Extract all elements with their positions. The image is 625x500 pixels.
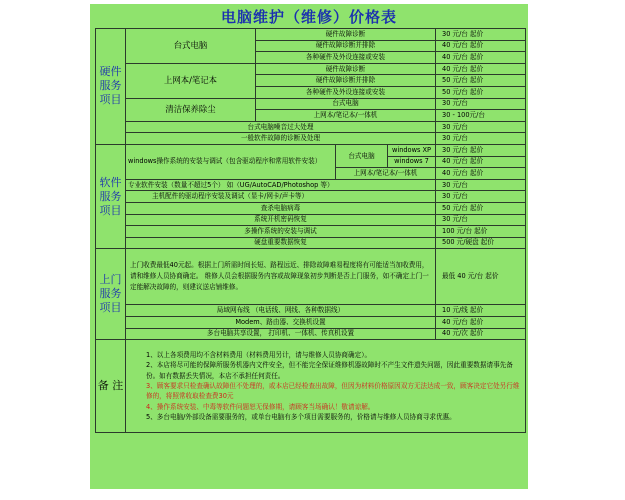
table-row [96,63,526,75]
page-title: 电脑维护（维修）价格表 [220,8,397,26]
note-item: 5、多台电脑/外部设备需要服务的，或单台电脑有多个项目需要服务的，价格请与维修人员协商寻求优惠。 [146,413,456,422]
item-price: 最低 40 元/台 起价 [436,249,526,305]
note-item: 3、顾客要求只检查确认故障但不处理的，或本店已经检查出故障，但因为材料价格原因双方无法达成一致，顾客决定它处另行维修的，将照常收取检查费30元 [146,382,520,401]
item-price: 50 元/台 起价 [436,86,526,98]
item-price: 30 - 100元/台 [436,110,526,122]
os-name: windows XP [388,144,436,156]
item-name: 专业软件安装（数量不超过5个） 如（UG/AutoCAD/Photoshop 等） [126,179,436,191]
table-row [96,144,526,156]
item-price: 30 元/台 [436,133,526,145]
section-software: 软件服务项目 [96,144,126,248]
item-name: 台式电脑 [256,98,436,110]
onsite-description: 上门收费最低40元起。根据上门所需时间长短、路程远近、排除故障难易程度将有可能适当加收费用，请和维修人员协商确定。 维修人员会根据服务内容或故障现象初步判断是否上门服务，如不确定上门一定能解决故障的，则建议送店铺维修。 [126,249,436,305]
item-name: 硬件故障诊断 [256,63,436,75]
cleaning-label: 清洁保养除尘 [126,98,256,121]
item-price: 30 元/台 [436,214,526,226]
table-row [96,237,526,249]
os-install-label: windows操作系统的安装与调试（包含驱动程序和常用软件安装） [126,144,336,179]
table-row [96,249,526,305]
item-price: 40 元/台 起价 [436,316,526,328]
os-desktop-label: 台式电脑 [336,144,388,167]
section-onsite: 上门服务项目 [96,249,126,340]
item-price: 40 元/台 起价 [436,156,526,168]
item-name: 台式电脑噪音过大处理 [126,121,436,133]
item-price: 30 元/台 [436,179,526,191]
item-name: 查杀电脑病毒 [126,202,436,214]
price-table [95,28,526,433]
item-price: 500 元/硬盘 起价 [436,237,526,249]
table-row [96,328,526,340]
item-name: 硬件故障诊断并排除 [256,40,436,52]
item-price: 40 元/台 起价 [436,63,526,75]
table-row [96,226,526,238]
item-price: 40 元/台 起价 [436,168,526,180]
notes-block [126,340,526,433]
item-price: 50 元/台 起价 [436,75,526,87]
section-hardware: 硬件服务项目 [96,29,126,145]
item-price: 10 元/线 起价 [436,305,526,317]
item-name: 主机配件的驱动程序安装及调试（显卡/网卡/声卡等） [126,191,436,203]
item-price: 40 元/台 起价 [436,40,526,52]
note-item: 4、操作系统安装、中毒等软件问题恕无保修期，请顾客当场确认！敬请谅解。 [146,402,375,411]
item-price: 50 元/台 起价 [436,202,526,214]
os-name: windows 7 [388,156,436,168]
item-price: 100 元/台 起价 [436,226,526,238]
table-row [96,202,526,214]
table-row [96,133,526,145]
note-item: 1、以上各项费用均不含材料费用（材料费用另计，请与维修人员协商确定）。 [146,350,372,359]
item-name: 局域网布线 （电话线、网线、各种数据线） [126,305,436,317]
item-name: 多台电脑共享设置， 打印机、一体机、传真机设置 [126,328,436,340]
desktop-label: 台式电脑 [126,29,256,64]
table-row [96,316,526,328]
item-name: 各种硬件及外设连接或安装 [256,86,436,98]
table-row [96,29,526,41]
item-name: 一般软件故障的诊断及处理 [126,133,436,145]
table-row [96,179,526,191]
item-price: 30 元/台 [436,98,526,110]
table-row [96,214,526,226]
item-price: 40 元/次 起价 [436,328,526,340]
item-name: 各种硬件及外设连接或安装 [256,52,436,64]
item-price: 30 元/台 起价 [436,29,526,41]
item-name: 系统开机密码恢复 [126,214,436,226]
item-name: 硬件故障诊断 [256,29,436,41]
item-price: 30 元/台 [436,121,526,133]
note-item: 2、本店将尽可能的保障所服务机器内文件安全，但不能完全保证维修机器故障时不产生文件遗失问题，因此重要数据请事先备份。如有数据丢失情况，本店不承担任何责任。 [146,361,513,380]
laptop-label: 上网本/笔记本 [126,63,256,98]
item-name: 多操作系统的安装与调试 [126,226,436,238]
table-row [96,98,526,110]
table-row [96,191,526,203]
item-name: 硬件故障诊断并排除 [256,75,436,87]
item-name: 上网本/笔记本/一体机 [336,168,436,180]
price-sheet [90,4,528,489]
table-row [96,121,526,133]
item-price: 40 元/台 起价 [436,52,526,64]
item-price: 30 元/台 [436,191,526,203]
table-row [96,305,526,317]
item-name: Modem、路由器、交换机设置 [126,316,436,328]
table-row [96,340,526,433]
section-notes: 备 注 [96,340,126,433]
item-price: 30 元/台 起价 [436,144,526,156]
item-name: 上网本/笔记本/一体机 [256,110,436,122]
item-name: 硬盘重要数据恢复 [126,237,436,249]
